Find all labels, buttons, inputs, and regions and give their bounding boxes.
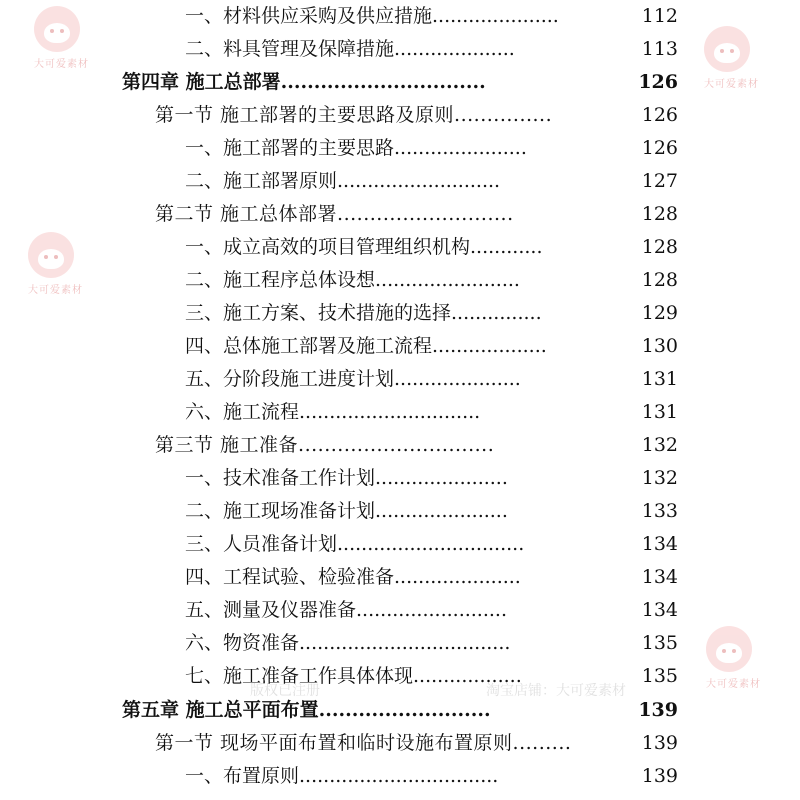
toc-entry-title: 二、施工部署原则........................... — [185, 170, 501, 192]
toc-entry-title: 一、成立高效的项目管理组织机构............ — [185, 236, 543, 258]
toc-entry-title: 一、布置原则................................. — [185, 765, 499, 787]
toc-entry-title: 一、技术准备工作计划...................... — [185, 467, 508, 489]
toc-entry-title: 二、施工程序总体设想........................ — [185, 269, 520, 291]
toc-entry[interactable] — [0, 594, 800, 627]
toc-entry[interactable] — [0, 462, 800, 495]
toc-entry-page: 113 — [641, 38, 678, 60]
toc-entry-page: 129 — [641, 302, 678, 324]
toc-entry-page: 135 — [641, 665, 678, 687]
toc-entry-title: 五、测量及仪器准备......................... — [185, 599, 508, 621]
toc-entry-title: 三、人员准备计划............................... — [185, 533, 525, 555]
toc-entry-title: 七、施工准备工作具体体现.................. — [185, 665, 522, 687]
toc-entry-title: 一、施工部署的主要思路...................... — [185, 137, 527, 159]
toc-entry[interactable] — [0, 33, 800, 66]
toc-entry-title: 第二节 施工总体部署........................... — [155, 203, 514, 225]
toc-entry-title: 二、料具管理及保障措施.................... — [185, 38, 515, 60]
toc-entry-page: 131 — [641, 401, 678, 423]
toc-entry-page: 126 — [641, 104, 678, 126]
toc-entry-page: 127 — [641, 170, 678, 192]
toc-entry-title: 五、分阶段施工进度计划..................... — [185, 368, 521, 390]
watermark-brand: 大可爱素材 — [706, 679, 761, 690]
toc-entry[interactable] — [0, 495, 800, 528]
watermark-copyright: 版权已注册 — [250, 683, 320, 699]
toc-entry-title: 第三节 施工准备.............................. — [155, 434, 495, 456]
toc-entry[interactable] — [0, 165, 800, 198]
toc-entry[interactable] — [0, 363, 800, 396]
toc-section[interactable] — [0, 99, 800, 132]
toc-section[interactable] — [0, 727, 800, 760]
watermark-brand: 大可爱素材 — [704, 79, 759, 90]
toc-entry-page: 128 — [641, 236, 678, 258]
toc-entry-page: 139 — [638, 699, 678, 721]
toc-section[interactable] — [0, 198, 800, 231]
toc-entry-title: 六、物资准备................................... — [185, 632, 511, 654]
toc-entry-page: 139 — [641, 765, 678, 787]
toc-entry[interactable] — [0, 330, 800, 363]
toc-entry[interactable] — [0, 660, 800, 693]
watermark-brand: 大可爱素材 — [28, 285, 83, 296]
toc-entry-title: 一、材料供应采购及供应措施..................... — [185, 5, 559, 27]
toc-entry-page: 132 — [641, 434, 678, 456]
toc-entry-title: 第一节 施工部署的主要思路及原则............... — [155, 104, 553, 126]
toc-entry-title: 第四章 施工总部署............................... — [122, 71, 486, 93]
toc-entry-page: 133 — [641, 500, 678, 522]
toc-entry-title: 四、总体施工部署及施工流程................... — [185, 335, 547, 357]
toc-entry-page: 131 — [641, 368, 678, 390]
watermark-brand: 大可爱素材 — [34, 59, 89, 70]
toc-entry-title: 第五章 施工总平面布置.......................... — [122, 699, 491, 721]
toc-entry-page: 128 — [641, 269, 678, 291]
toc-entry-title: 第一节 现场平面布置和临时设施布置原则......... — [155, 732, 572, 754]
toc-entry[interactable] — [0, 396, 800, 429]
toc-entry-page: 134 — [641, 599, 678, 621]
toc-entry-title: 四、工程试验、检验准备..................... — [185, 566, 521, 588]
toc-entry[interactable] — [0, 0, 800, 33]
toc-entry-title: 六、施工流程.............................. — [185, 401, 481, 423]
toc-entry-page: 134 — [641, 566, 678, 588]
toc-entry[interactable] — [0, 627, 800, 660]
toc-section[interactable] — [0, 429, 800, 462]
watermark-shop: 淘宝店铺：大可爱素材 — [486, 683, 626, 699]
toc-entry[interactable] — [0, 528, 800, 561]
toc-entry-page: 128 — [641, 203, 678, 225]
toc-entry[interactable] — [0, 132, 800, 165]
toc-entry-page: 126 — [641, 137, 678, 159]
toc-entry-page: 134 — [641, 533, 678, 555]
toc-entry-title: 三、施工方案、技术措施的选择............... — [185, 302, 542, 324]
toc-entry-page: 132 — [641, 467, 678, 489]
toc-entry-page: 135 — [641, 632, 678, 654]
toc-entry[interactable] — [0, 561, 800, 594]
toc-entry[interactable] — [0, 264, 800, 297]
toc-entry-title: 二、施工现场准备计划...................... — [185, 500, 508, 522]
toc-entry-page: 126 — [638, 71, 678, 93]
toc-chapter[interactable] — [0, 66, 800, 99]
toc-entry[interactable] — [0, 760, 800, 793]
toc-entry[interactable] — [0, 297, 800, 330]
toc-entry-page: 112 — [641, 5, 678, 27]
toc-entry-page: 130 — [641, 335, 678, 357]
toc-chapter[interactable] — [0, 694, 800, 727]
toc-entry[interactable] — [0, 231, 800, 264]
toc-entry-page: 139 — [641, 732, 678, 754]
